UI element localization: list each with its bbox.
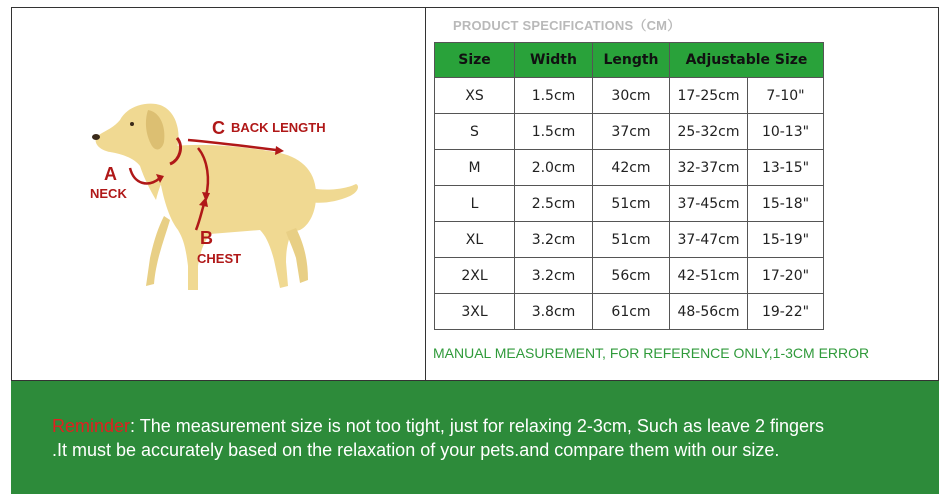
- cell-adjustable-cm: 17-25cm: [670, 78, 748, 114]
- cell-adjustable-inch: 15-19": [748, 222, 824, 258]
- cell-adjustable-inch: 17-20": [748, 258, 824, 294]
- cell-width: 2.5cm: [515, 186, 593, 222]
- cell-length: 51cm: [593, 186, 670, 222]
- table-row: [435, 258, 824, 294]
- neck-letter: A: [104, 164, 117, 184]
- cell-adjustable-inch: 7-10": [748, 78, 824, 114]
- cell-width: 1.5cm: [515, 114, 593, 150]
- cell-size: 2XL: [435, 258, 515, 294]
- chest-letter: B: [200, 228, 213, 248]
- reminder-label: Reminder: [52, 416, 131, 436]
- back-length-label: BACK LENGTH: [231, 120, 326, 135]
- cell-size: S: [435, 114, 515, 150]
- cell-width: 3.2cm: [515, 258, 593, 294]
- table-row: [435, 150, 824, 186]
- table-row: [435, 222, 824, 258]
- reminder-line-2: .It must be accurately based on the relaxation of your pets.and compare them with our size.: [52, 440, 780, 460]
- reminder-line-1: [52, 414, 932, 438]
- cell-length: 30cm: [593, 78, 670, 114]
- cell-adjustable-inch: 19-22": [748, 294, 824, 330]
- cell-size: XL: [435, 222, 515, 258]
- table-header-row: [435, 43, 824, 78]
- table-row: [435, 78, 824, 114]
- panel-divider: [425, 7, 426, 380]
- chest-label: CHEST: [197, 251, 242, 266]
- reminder-text: [52, 414, 932, 462]
- cell-length: 51cm: [593, 222, 670, 258]
- cell-adjustable-inch: 15-18": [748, 186, 824, 222]
- cell-length: 56cm: [593, 258, 670, 294]
- header-adjustable-size: Adjustable Size: [670, 43, 824, 78]
- cell-adjustable-inch: 10-13": [748, 114, 824, 150]
- cell-adjustable-cm: 42-51cm: [670, 258, 748, 294]
- cell-size: XS: [435, 78, 515, 114]
- header-width: Width: [515, 43, 593, 78]
- cell-adjustable-cm: 32-37cm: [670, 150, 748, 186]
- table-row: [435, 186, 824, 222]
- cell-width: 3.2cm: [515, 222, 593, 258]
- cell-width: 3.8cm: [515, 294, 593, 330]
- cell-width: 1.5cm: [515, 78, 593, 114]
- cell-size: 3XL: [435, 294, 515, 330]
- header-length: Length: [593, 43, 670, 78]
- cell-adjustable-cm: 37-45cm: [670, 186, 748, 222]
- cell-adjustable-inch: 13-15": [748, 150, 824, 186]
- spec-title: PRODUCT SPECIFICATIONS（CM）: [453, 18, 681, 33]
- measurement-note: MANUAL MEASUREMENT, FOR REFERENCE ONLY,1-3CM ERROR: [433, 345, 870, 361]
- reminder-line-1-text: : The measurement size is not too tight, just for relaxing 2-3cm, Such as leave 2 fingers: [130, 416, 825, 436]
- cell-length: 37cm: [593, 114, 670, 150]
- cell-width: 2.0cm: [515, 150, 593, 186]
- size-table: [434, 42, 824, 330]
- table-row: [435, 114, 824, 150]
- cell-adjustable-cm: 48-56cm: [670, 294, 748, 330]
- dog-diagram: [60, 80, 380, 320]
- cell-adjustable-cm: 25-32cm: [670, 114, 748, 150]
- cell-size: L: [435, 186, 515, 222]
- cell-length: 42cm: [593, 150, 670, 186]
- neck-label: NECK: [90, 186, 127, 201]
- cell-adjustable-cm: 37-47cm: [670, 222, 748, 258]
- back-length-letter: C: [212, 118, 225, 138]
- cell-length: 61cm: [593, 294, 670, 330]
- cell-size: M: [435, 150, 515, 186]
- header-size: Size: [435, 43, 515, 78]
- table-row: [435, 294, 824, 330]
